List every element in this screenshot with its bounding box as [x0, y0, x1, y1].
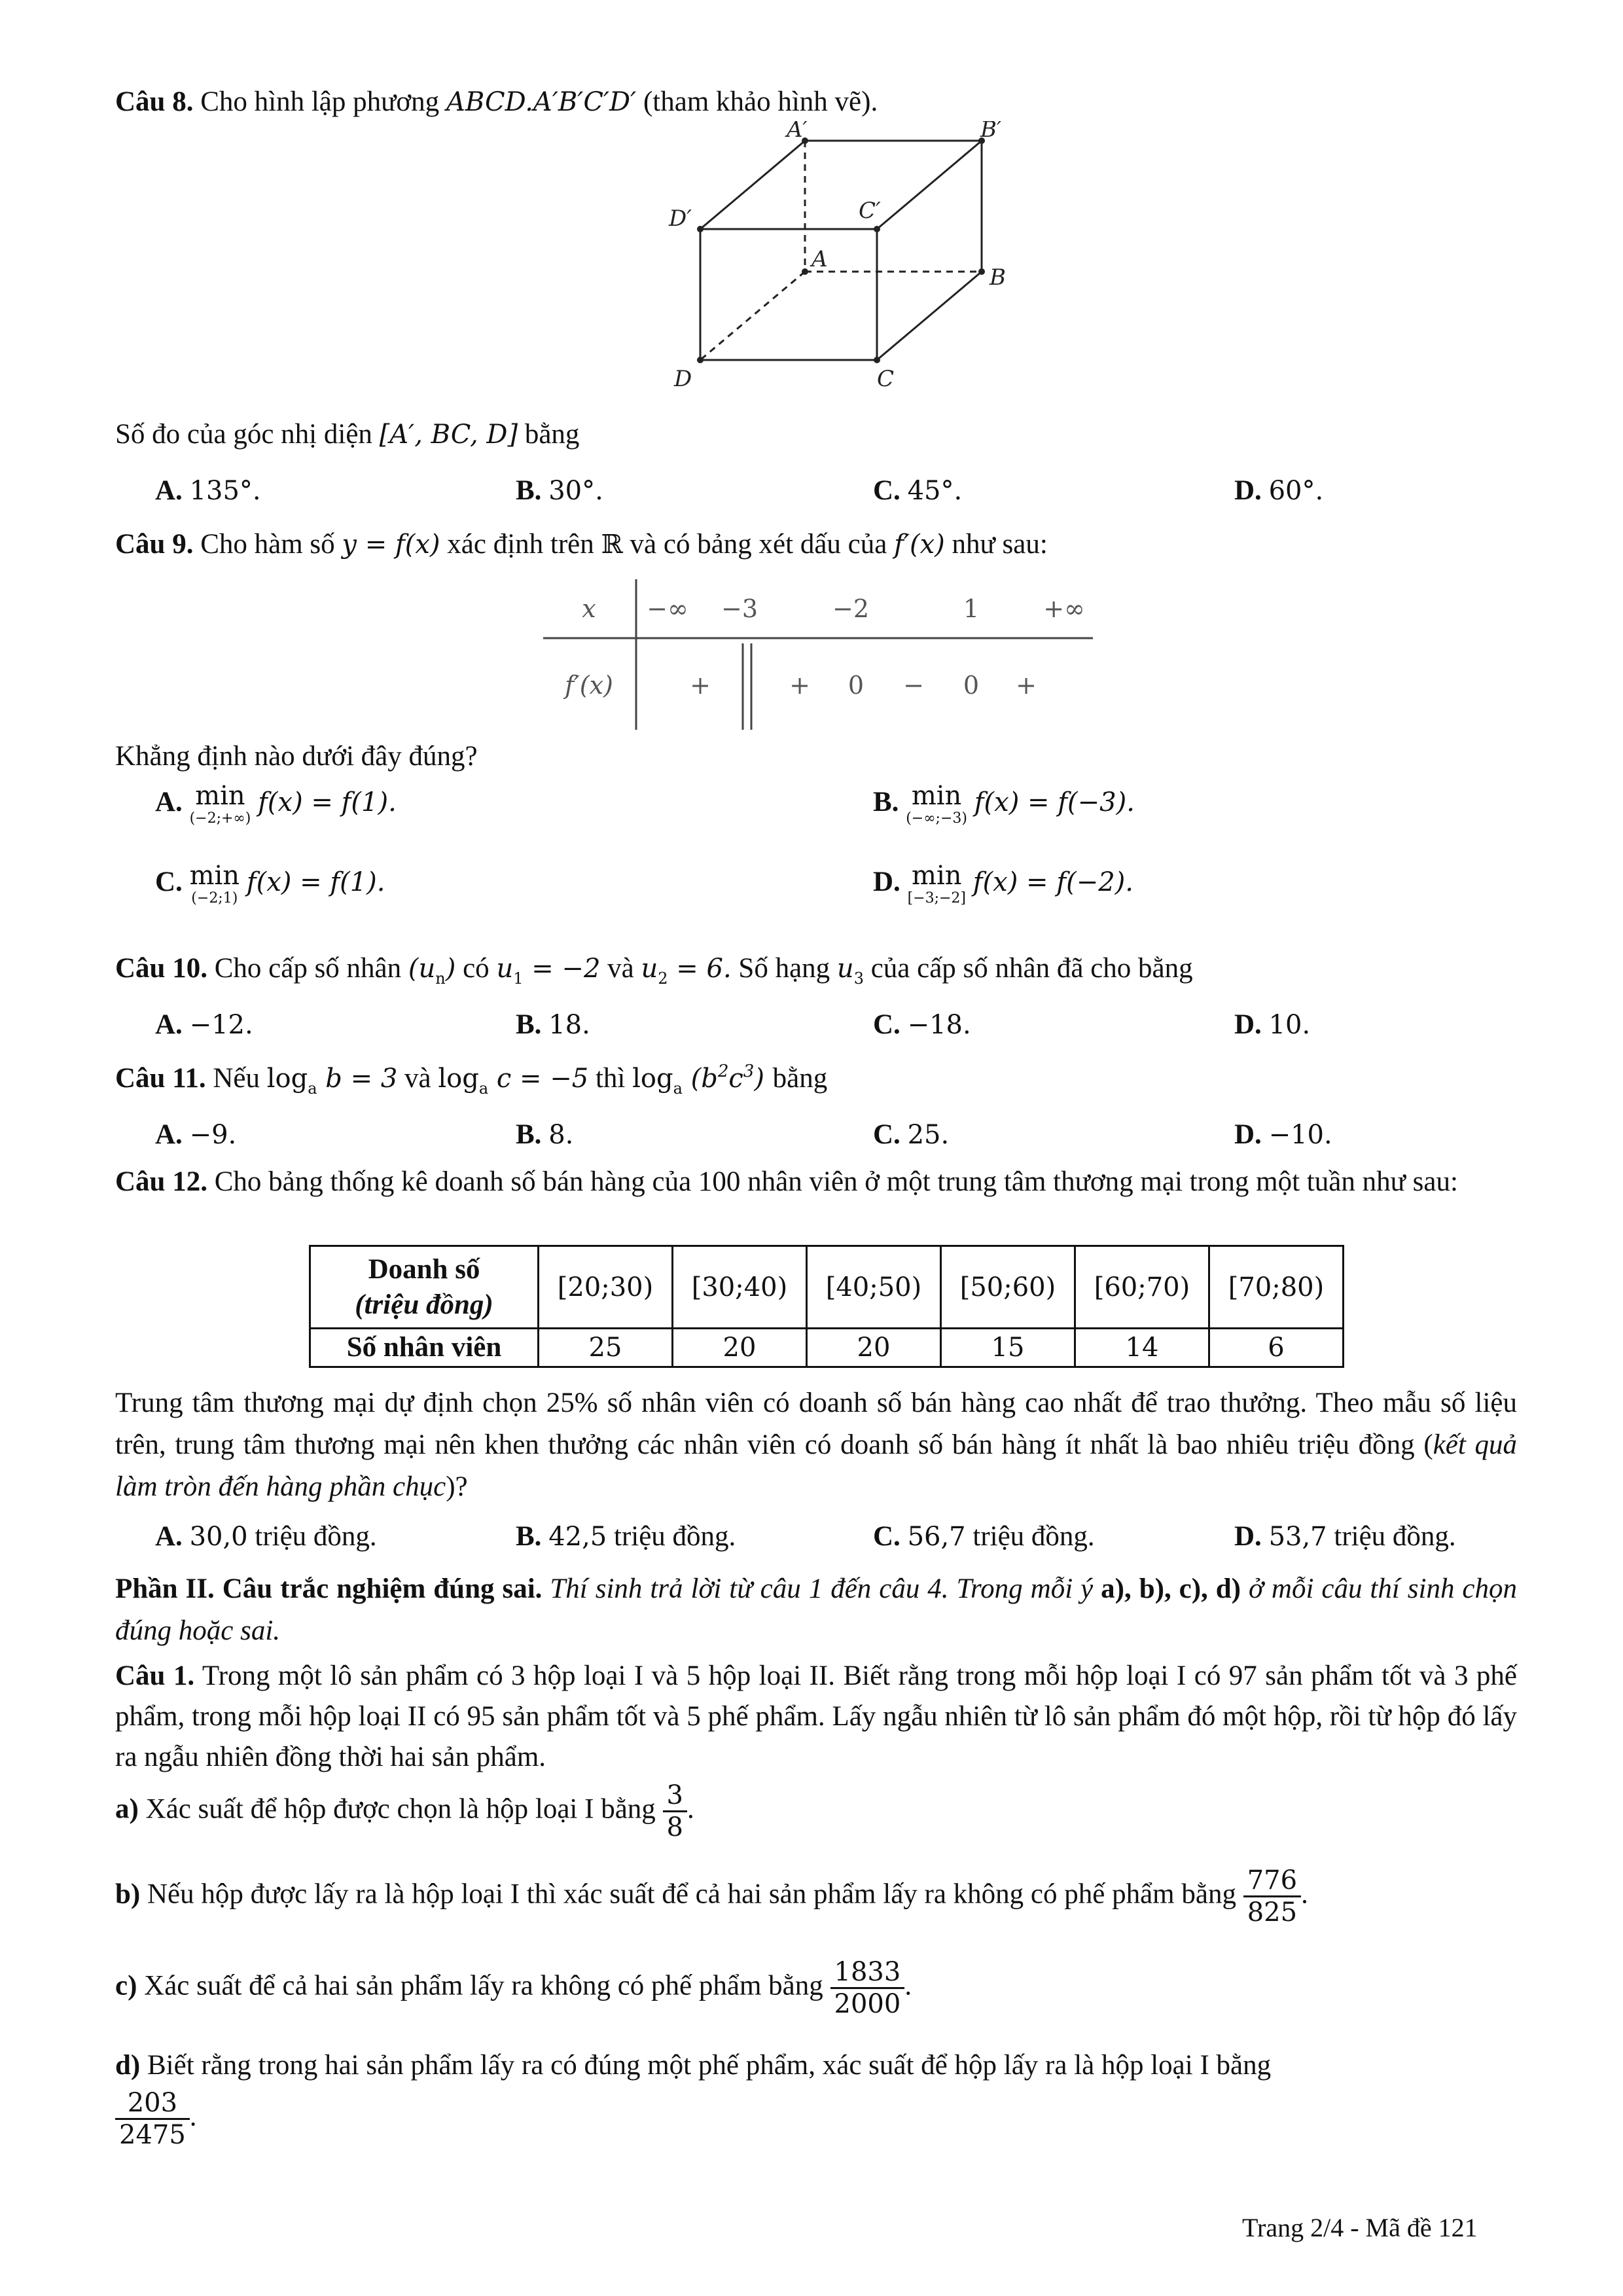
- page-footer: Trang 2/4 - Mã đề 121: [1242, 2213, 1478, 2242]
- count-cell: 15: [941, 1329, 1075, 1367]
- p2q1-item-c: c) Xác suất để cả hai sản phẩm lấy ra không có phế phẩm bằng $\frac{1833}{2000}$ .: [115, 1957, 912, 2019]
- q8-angle: [A′, BC, D]: [379, 420, 518, 450]
- q12-answer-b: B. 42,5 triệu đồng.: [516, 1521, 736, 1552]
- vertex-Cp: C′: [859, 198, 881, 224]
- q12-answer-a: A. 30,0 triệu đồng.: [155, 1521, 377, 1552]
- q10-answer-d: D. 10.: [1234, 1009, 1311, 1040]
- q11-answer-d: D. −10.: [1234, 1119, 1332, 1150]
- sign-value: +: [690, 671, 711, 700]
- x-value: −∞: [647, 594, 688, 623]
- fraction: $\frac{776}{825}$: [1243, 1865, 1301, 1928]
- p2q1-item-d-answer: $\frac{203}{2475}$ .: [115, 2088, 197, 2150]
- x-value: 1: [963, 594, 980, 623]
- p2q1-item-d: d) Biết rằng trong hai sản phẩm lấy ra có đúng một phế phẩm, xác suất để hộp lấy ra là hộp loại I bằng: [115, 2050, 1272, 2081]
- q12-answer-d: D. 53,7 triệu đồng.: [1234, 1521, 1456, 1552]
- fraction: $\frac{203}{2475}$: [115, 2088, 190, 2150]
- q8-label: Câu 8.: [115, 86, 194, 117]
- interval-cell: [70;80): [1209, 1246, 1344, 1329]
- q11-stem: Câu 11. Nếu $\log_a b = 3$ và $\log_a c = -5$ thì $\log_a (b^2c^3)$ bằng: [115, 1062, 828, 1098]
- sign-value: +: [1016, 671, 1037, 700]
- count-cell: 25: [539, 1329, 673, 1367]
- q9-label: Câu 9.: [115, 529, 194, 560]
- q9-derivative: f′(x): [894, 529, 945, 560]
- p2q1-item-a: a) Xác suất để hộp được chọn là hộp loại I bằng $\frac{3}{8}$ .: [115, 1780, 694, 1842]
- vertex-C: C: [877, 366, 895, 392]
- q8-answer-c: C. 45°.: [873, 475, 963, 506]
- vertex-Ap: A′: [787, 121, 808, 143]
- table-head-count: Số nhân viên: [310, 1329, 539, 1367]
- q11-answer-c: C. 25.: [873, 1119, 950, 1150]
- q12-answer-c: C. 56,7 triệu đồng.: [873, 1521, 1095, 1552]
- vertex-D: D: [674, 366, 692, 392]
- q10-answer-a: A. −12.: [155, 1009, 253, 1040]
- q12-label: Câu 12.: [115, 1166, 207, 1197]
- q8-question: [115, 416, 579, 453]
- fraction: $\frac{3}{8}$: [663, 1780, 687, 1842]
- vertex-B: B: [990, 264, 1006, 291]
- fraction: $\frac{1833}{2000}$: [830, 1957, 905, 2019]
- q8-answer-d: D. 60°.: [1234, 475, 1324, 506]
- q8-cube-name: ABCD.A′B′C′D′: [446, 87, 637, 117]
- q11-answer-b: B. 8.: [516, 1119, 574, 1150]
- q8-answer-a: A. 135°.: [155, 475, 261, 506]
- p2q1-stem: Câu 1. Trong một lô sản phẩm có 3 hộp loại I và 5 hộp loại II. Biết rằng trong mỗi hộp loại I có 97 sản phẩm tốt và 3 phế phẩm, trong mỗi hộp loại II có 95 sản phẩm tốt và 5 phế phẩm. Lấy ngẫu nhiên từ lô sản phẩm đó một hộp, rồi từ hộp đó lấy ra ngẫu nhiên đồng thời hai sản phẩm.: [115, 1660, 1517, 1772]
- q8-question-b: bằng: [524, 419, 580, 450]
- interval-cell: [40;50): [807, 1246, 941, 1329]
- x-value: +∞: [1043, 594, 1085, 623]
- interval-cell: [30;40): [673, 1246, 807, 1329]
- count-cell: 14: [1075, 1329, 1209, 1367]
- sign-value: +: [789, 671, 810, 700]
- q11-label: Câu 11.: [115, 1063, 206, 1094]
- sales-table: [309, 1245, 1344, 1368]
- interval-cell: [60;70): [1075, 1246, 1209, 1329]
- q8-text-b: (tham khảo hình vẽ).: [643, 86, 878, 117]
- edge-DpAp: [700, 141, 805, 229]
- x-value: −3: [721, 594, 758, 623]
- q9-stem: Câu 9. Cho hàm số y = f(x) xác định trên ℝ và có bảng xét dấu của f′(x) như sau:: [115, 529, 1048, 560]
- edge-BpCp: [877, 141, 982, 229]
- p2q1-item-b: b) Nếu hộp được lấy ra là hộp loại I thì xác suất để cả hai sản phẩm lấy ra không có phế phẩm bằng $\frac{776}{825}$ .: [115, 1865, 1308, 1928]
- sign-table-f-head: f′(x): [565, 671, 613, 700]
- q11-answer-a: A. −9.: [155, 1119, 237, 1150]
- count-cell: 6: [1209, 1329, 1344, 1367]
- q9-answer-d: D. min [−3;−2] f(x) = f(−2).: [873, 861, 1133, 906]
- p2q1-label: Câu 1.: [115, 1660, 195, 1691]
- vertex-Dp: D′: [669, 206, 692, 232]
- q12-stem: Câu 12. Cho bảng thống kê doanh số bán hàng của 100 nhân viên ở một trung tâm thương mại trong một tuần như sau:: [115, 1166, 1458, 1197]
- sign-value: −: [903, 671, 924, 700]
- q8-text-a: Cho hình lập phương: [200, 86, 440, 117]
- q10-label: Câu 10.: [115, 953, 207, 984]
- q8-stem: [115, 84, 878, 120]
- interval-cell: [50;60): [941, 1246, 1075, 1329]
- sign-value: 0: [847, 671, 865, 700]
- q9-answer-a: A. min (−2;+∞) f(x) = f(1).: [155, 781, 397, 827]
- table-head-revenue: Doanh số (triệu đồng): [310, 1246, 539, 1329]
- sign-value: 0: [963, 671, 980, 700]
- sign-table: [543, 579, 1113, 730]
- q12-question: Trung tâm thương mại dự định chọn 25% số nhân viên có doanh số bán hàng cao nhất để trao thưởng. Theo mẫu số liệu trên, trung tâm thương mại nên khen thưởng các nhân viên có doanh số bán hàng ít nhất là bao nhiêu triệu đồng (kết quả làm tròn đến hàng phần chục)?: [115, 1388, 1517, 1502]
- sign-table-x-head: x: [582, 594, 596, 623]
- x-value: −2: [832, 594, 870, 623]
- count-cell: 20: [673, 1329, 807, 1367]
- cube-figure: [654, 121, 1060, 409]
- edge-CB: [877, 272, 982, 360]
- interval-cell: [20;30): [539, 1246, 673, 1329]
- q9-domain: ℝ: [601, 529, 623, 560]
- vertex-A: A: [812, 246, 828, 272]
- q10-stem: Câu 10. Cho cấp số nhân $(u_n)$ có $u_1 = -2$ và $u_2 = 6$. Số hạng $u_3$ của cấp số nhân đã cho bằng: [115, 953, 1193, 988]
- part2-title: Phần II. Câu trắc nghiệm đúng sai.: [115, 1573, 543, 1604]
- part2-header: Phần II. Câu trắc nghiệm đúng sai. Thí sinh trả lời từ câu 1 đến câu 4. Trong mỗi ý a), b), c), d) ở mỗi câu thí sinh chọn đúng hoặc sai.: [115, 1573, 1517, 1646]
- count-cell: 20: [807, 1329, 941, 1367]
- q8-question-a: Số đo của góc nhị diện: [115, 419, 372, 450]
- q9-function: y = f(x): [342, 529, 440, 560]
- q9-question: Khẳng định nào dưới đây đúng?: [115, 741, 478, 772]
- q9-answer-c: C. min (−2;1) f(x) = f(1).: [155, 861, 385, 906]
- q10-answer-c: C. −18.: [873, 1009, 971, 1040]
- q10-answer-b: B. 18.: [516, 1009, 590, 1040]
- vertex-Bp: B′: [980, 121, 1002, 143]
- edge-AD: [700, 272, 805, 360]
- q9-answer-b: B. min (−∞;−3) f(x) = f(−3).: [873, 781, 1135, 827]
- q8-answer-b: B. 30°.: [516, 475, 603, 506]
